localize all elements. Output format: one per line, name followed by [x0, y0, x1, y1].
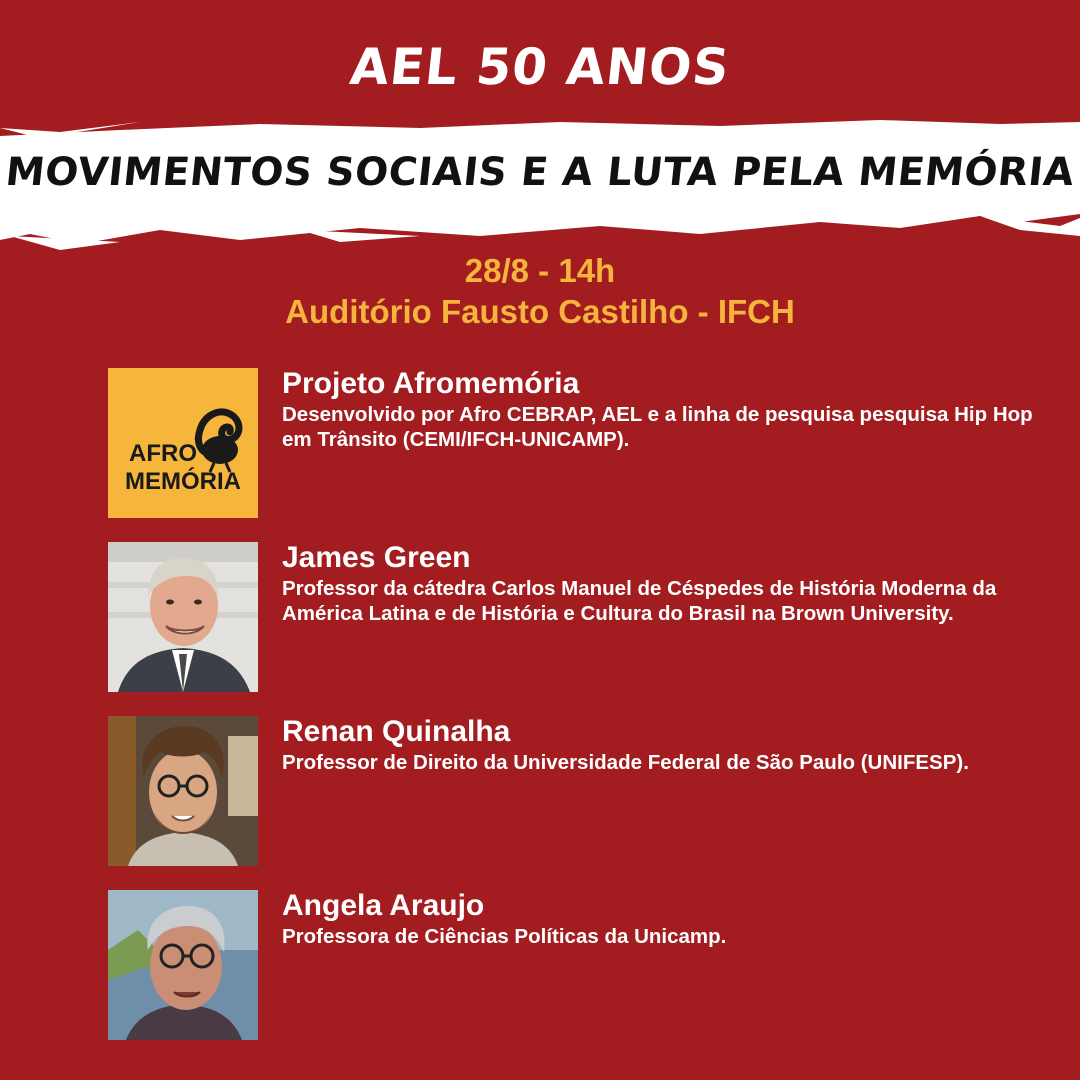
speaker-renan-quinalha — [108, 716, 1008, 868]
speaker-description: Professor de Direito da Universidade Federal de São Paulo (UNIFESP). — [282, 751, 969, 774]
speaker-photo-james-green — [108, 542, 258, 692]
afromemoria-logo — [108, 368, 258, 518]
logo-text-afro: AFRO — [129, 440, 197, 467]
speaker-james-green — [108, 542, 1008, 694]
speaker-name: Angela Araujo — [282, 889, 485, 922]
event-date: 28/8 - 14h — [464, 252, 616, 289]
logo-text-memoria: MEMÓRIA — [125, 468, 241, 495]
speaker-description: Professora de Ciências Políticas da Unicamp. — [282, 925, 727, 948]
speaker-description: Professor da cátedra Carlos Manuel de Céspedes de História Moderna da América Latina e de História e Cultura do Brasil na Brown University. — [282, 577, 997, 625]
speaker-afromemoria — [108, 367, 1033, 520]
speaker-photo-angela-araujo — [108, 890, 258, 1040]
speaker-name: Projeto Afromemória — [282, 367, 580, 400]
speaker-name: James Green — [282, 541, 471, 574]
event-venue: Auditório Fausto Castilho - IFCH — [285, 293, 795, 330]
speaker-photo-renan-quinalha — [108, 716, 258, 866]
page-title: AEL 50 ANOS — [347, 38, 733, 96]
speaker-name: Renan Quinalha — [282, 715, 511, 748]
speaker-angela-araujo — [108, 890, 1008, 1042]
event-subtitle: MOVIMENTOS SOCIAIS E A LUTA PELA MEMÓRIA — [3, 150, 1077, 195]
speaker-description: Desenvolvido por Afro CEBRAP, AEL e a linha de pesquisa pesquisa Hip Hop em Trânsito (CEMI/IFCH-UNICAMP). — [282, 403, 1033, 451]
